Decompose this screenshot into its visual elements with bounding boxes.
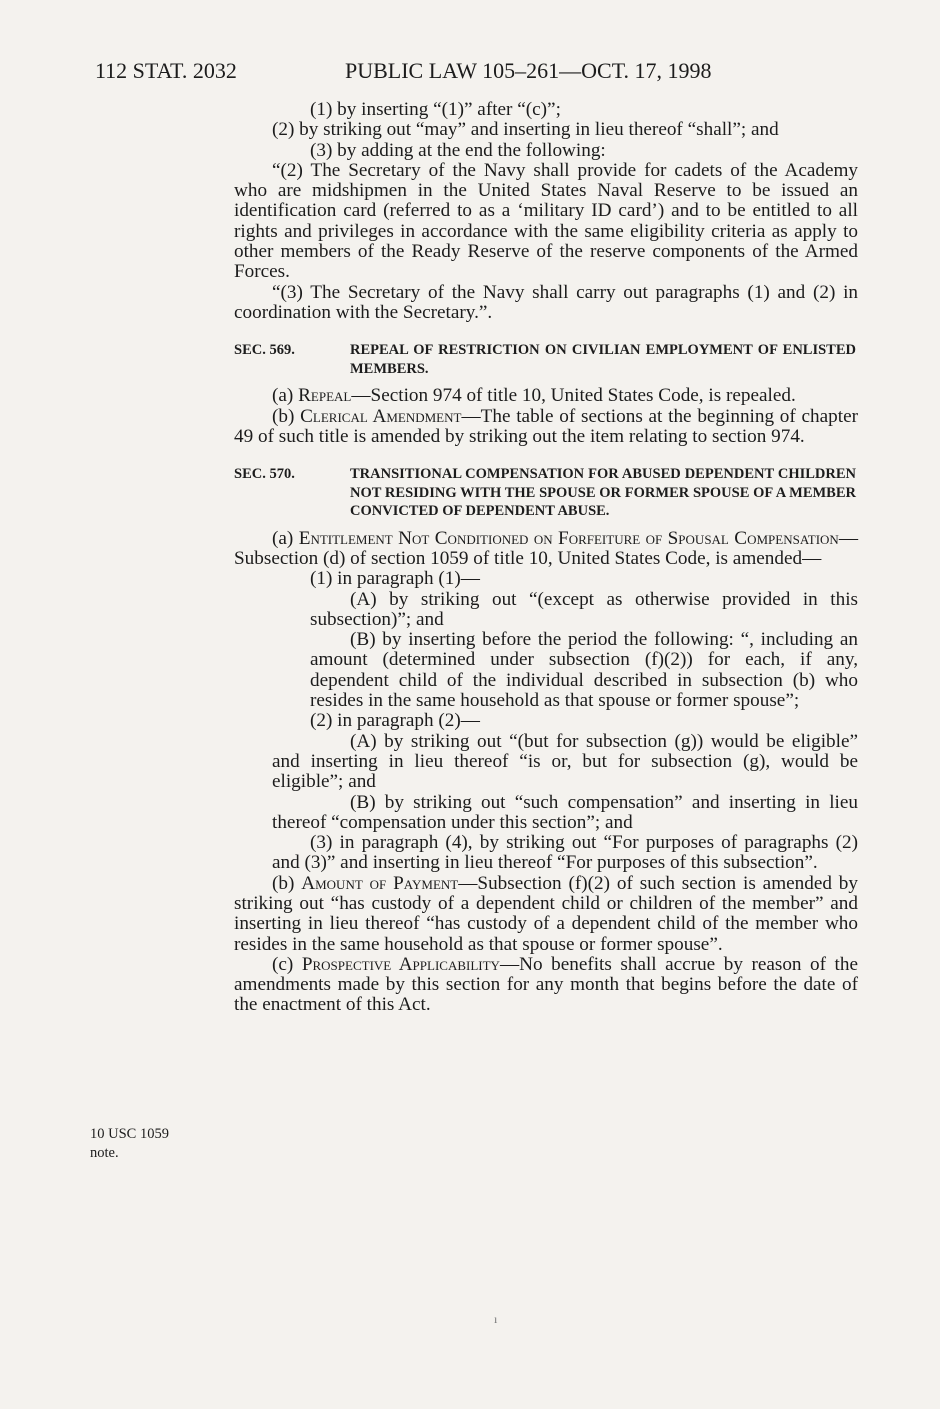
paragraph-2-B: (B) by striking out “such compensation” and inserting in lieu thereof “compensation under this section”; and	[272, 791, 858, 833]
subsection-text: —No benefits shall accrue by reason of the amendments made by this section for any month that begins before the date of the enactment of this Act.	[234, 953, 859, 1016]
paragraph-1-A: (A) by striking out “(except as otherwise provided in this subsection)”; and	[310, 588, 858, 630]
margin-note	[90, 1125, 169, 1162]
subsection-label: Prospective Applicability	[301, 953, 500, 975]
sec570-subsection-a: (a) Entitlement Not Conditioned on Forfeiture of Spousal Compensation—Subsection (d) of section 1059 of title 10, United States Code, is amended—	[234, 527, 859, 569]
main-text	[234, 100, 858, 1016]
subsection-text: —Section 974 of title 10, United States Code, is repealed.	[351, 385, 796, 407]
sec570-subsection-b: (b) Amount of Payment—Subsection (f)(2) of such section is amended by striking out “has custody of a dependent child or children of the member” and inserting in lieu thereof “has custody of a dependent child of the member who resides in the same household as that spouse or former spouse”.	[234, 872, 858, 955]
sec569-subsection-a: (a) Repeal—Section 974 of title 10, United States Code, is repealed.	[272, 385, 796, 407]
subsection-label: Entitlement Not Conditioned on Forfeiture of Spousal Compensation	[298, 527, 839, 549]
subsection-label: Repeal	[298, 385, 352, 407]
paragraph-1: (1) in paragraph (1)—	[310, 568, 480, 590]
amendment-item-2: (2) by striking out “may” and inserting in lieu thereof “shall”; and	[272, 119, 779, 141]
paragraph-2: (2) in paragraph (2)—	[310, 710, 480, 732]
inserted-paragraph-2: “(2) The Secretary of the Navy shall provide for cadets of the Academy who are midshipmen in the United States Naval Reserve to be issued an identification card (referred to as a ‘military ID card’) and to be entitled to all rights and privileges in accordance with the same eligibility criteria as apply to other members of the Ready Reserve of the reserve components of the Armed Forces.	[234, 159, 858, 283]
subsection-text: —Subsection (d) of section 1059 of title 10, United States Code, is amended—	[234, 527, 859, 569]
section-569-heading	[234, 341, 858, 378]
margin-note-suffix: note.	[90, 1144, 119, 1161]
section-title: REPEAL OF RESTRICTION ON CIVILIAN EMPLOYMENT OF ENLISTED MEMBERS.	[350, 342, 856, 377]
section-number: SEC. 570.	[234, 466, 295, 483]
inserted-paragraph-3: “(3) The Secretary of the Navy shall carry out paragraphs (1) and (2) in coordination with the Secretary.”.	[234, 281, 858, 323]
paragraph-2-A: (A) by striking out “(but for subsection (g)) would be eligible” and inserting in lieu thereof “is or, but for subsection (g), would be eligible”; and	[272, 730, 858, 793]
page-header	[95, 58, 712, 84]
sec570-subsection-c: (c) Prospective Applicability—No benefits shall accrue by reason of the amendments made by this section for any month that begins before the date of the enactment of this Act.	[234, 953, 859, 1016]
amendment-item-1: (1) by inserting “(1)” after “(c)”;	[310, 99, 561, 120]
subsection-text: —The table of sections at the beginning of chapter 49 of such title is amended by striking out the item relating to section 974.	[234, 405, 858, 447]
section-title: TRANSITIONAL COMPENSATION FOR ABUSED DEPENDENT CHILDREN NOT RESIDING WITH THE SPOUSE OR FORMER SPOUSE OF A MEMBER CONVICTED OF DEPENDENT ABUSE.	[350, 466, 856, 520]
paragraph-3: (3) in paragraph (4), by striking out “For purposes of paragraphs (2) and (3)” and inserting in lieu thereof “For purposes of this subsection”.	[272, 832, 858, 874]
section-570-heading	[234, 465, 858, 521]
section-number: SEC. 569.	[234, 342, 295, 359]
subsection-label: Amount of Payment	[301, 872, 459, 894]
margin-note-citation: 10 USC 1059	[90, 1126, 169, 1142]
public-law-heading: PUBLIC LAW 105–261—OCT. 17, 1998	[345, 58, 712, 83]
sec569-subsection-b: (b) Clerical Amendment—The table of sections at the beginning of chapter 49 of such title is amended by striking out the item relating to section 974.	[234, 405, 858, 447]
amendment-item-3: (3) by adding at the end the following:	[310, 139, 606, 161]
subsection-text: —Subsection (f)(2) of such section is amended by striking out “has custody of a dependent child or children of the member” and inserting in lieu thereof “has custody of a dependent child of the member who resides in the same household as that spouse or former spouse”.	[234, 872, 858, 955]
stray-mark: ı	[494, 1312, 498, 1326]
paragraph-1-B: (B) by inserting before the period the following: “, including an amount (determined under subsection (f)(2)) for each, if any, dependent child of the individual described in subsection (b) who resides in the same household as that spouse or former spouse”;	[310, 629, 858, 712]
statute-page-number: 112 STAT. 2032	[95, 58, 237, 83]
subsection-label: Clerical Amendment	[300, 405, 462, 427]
